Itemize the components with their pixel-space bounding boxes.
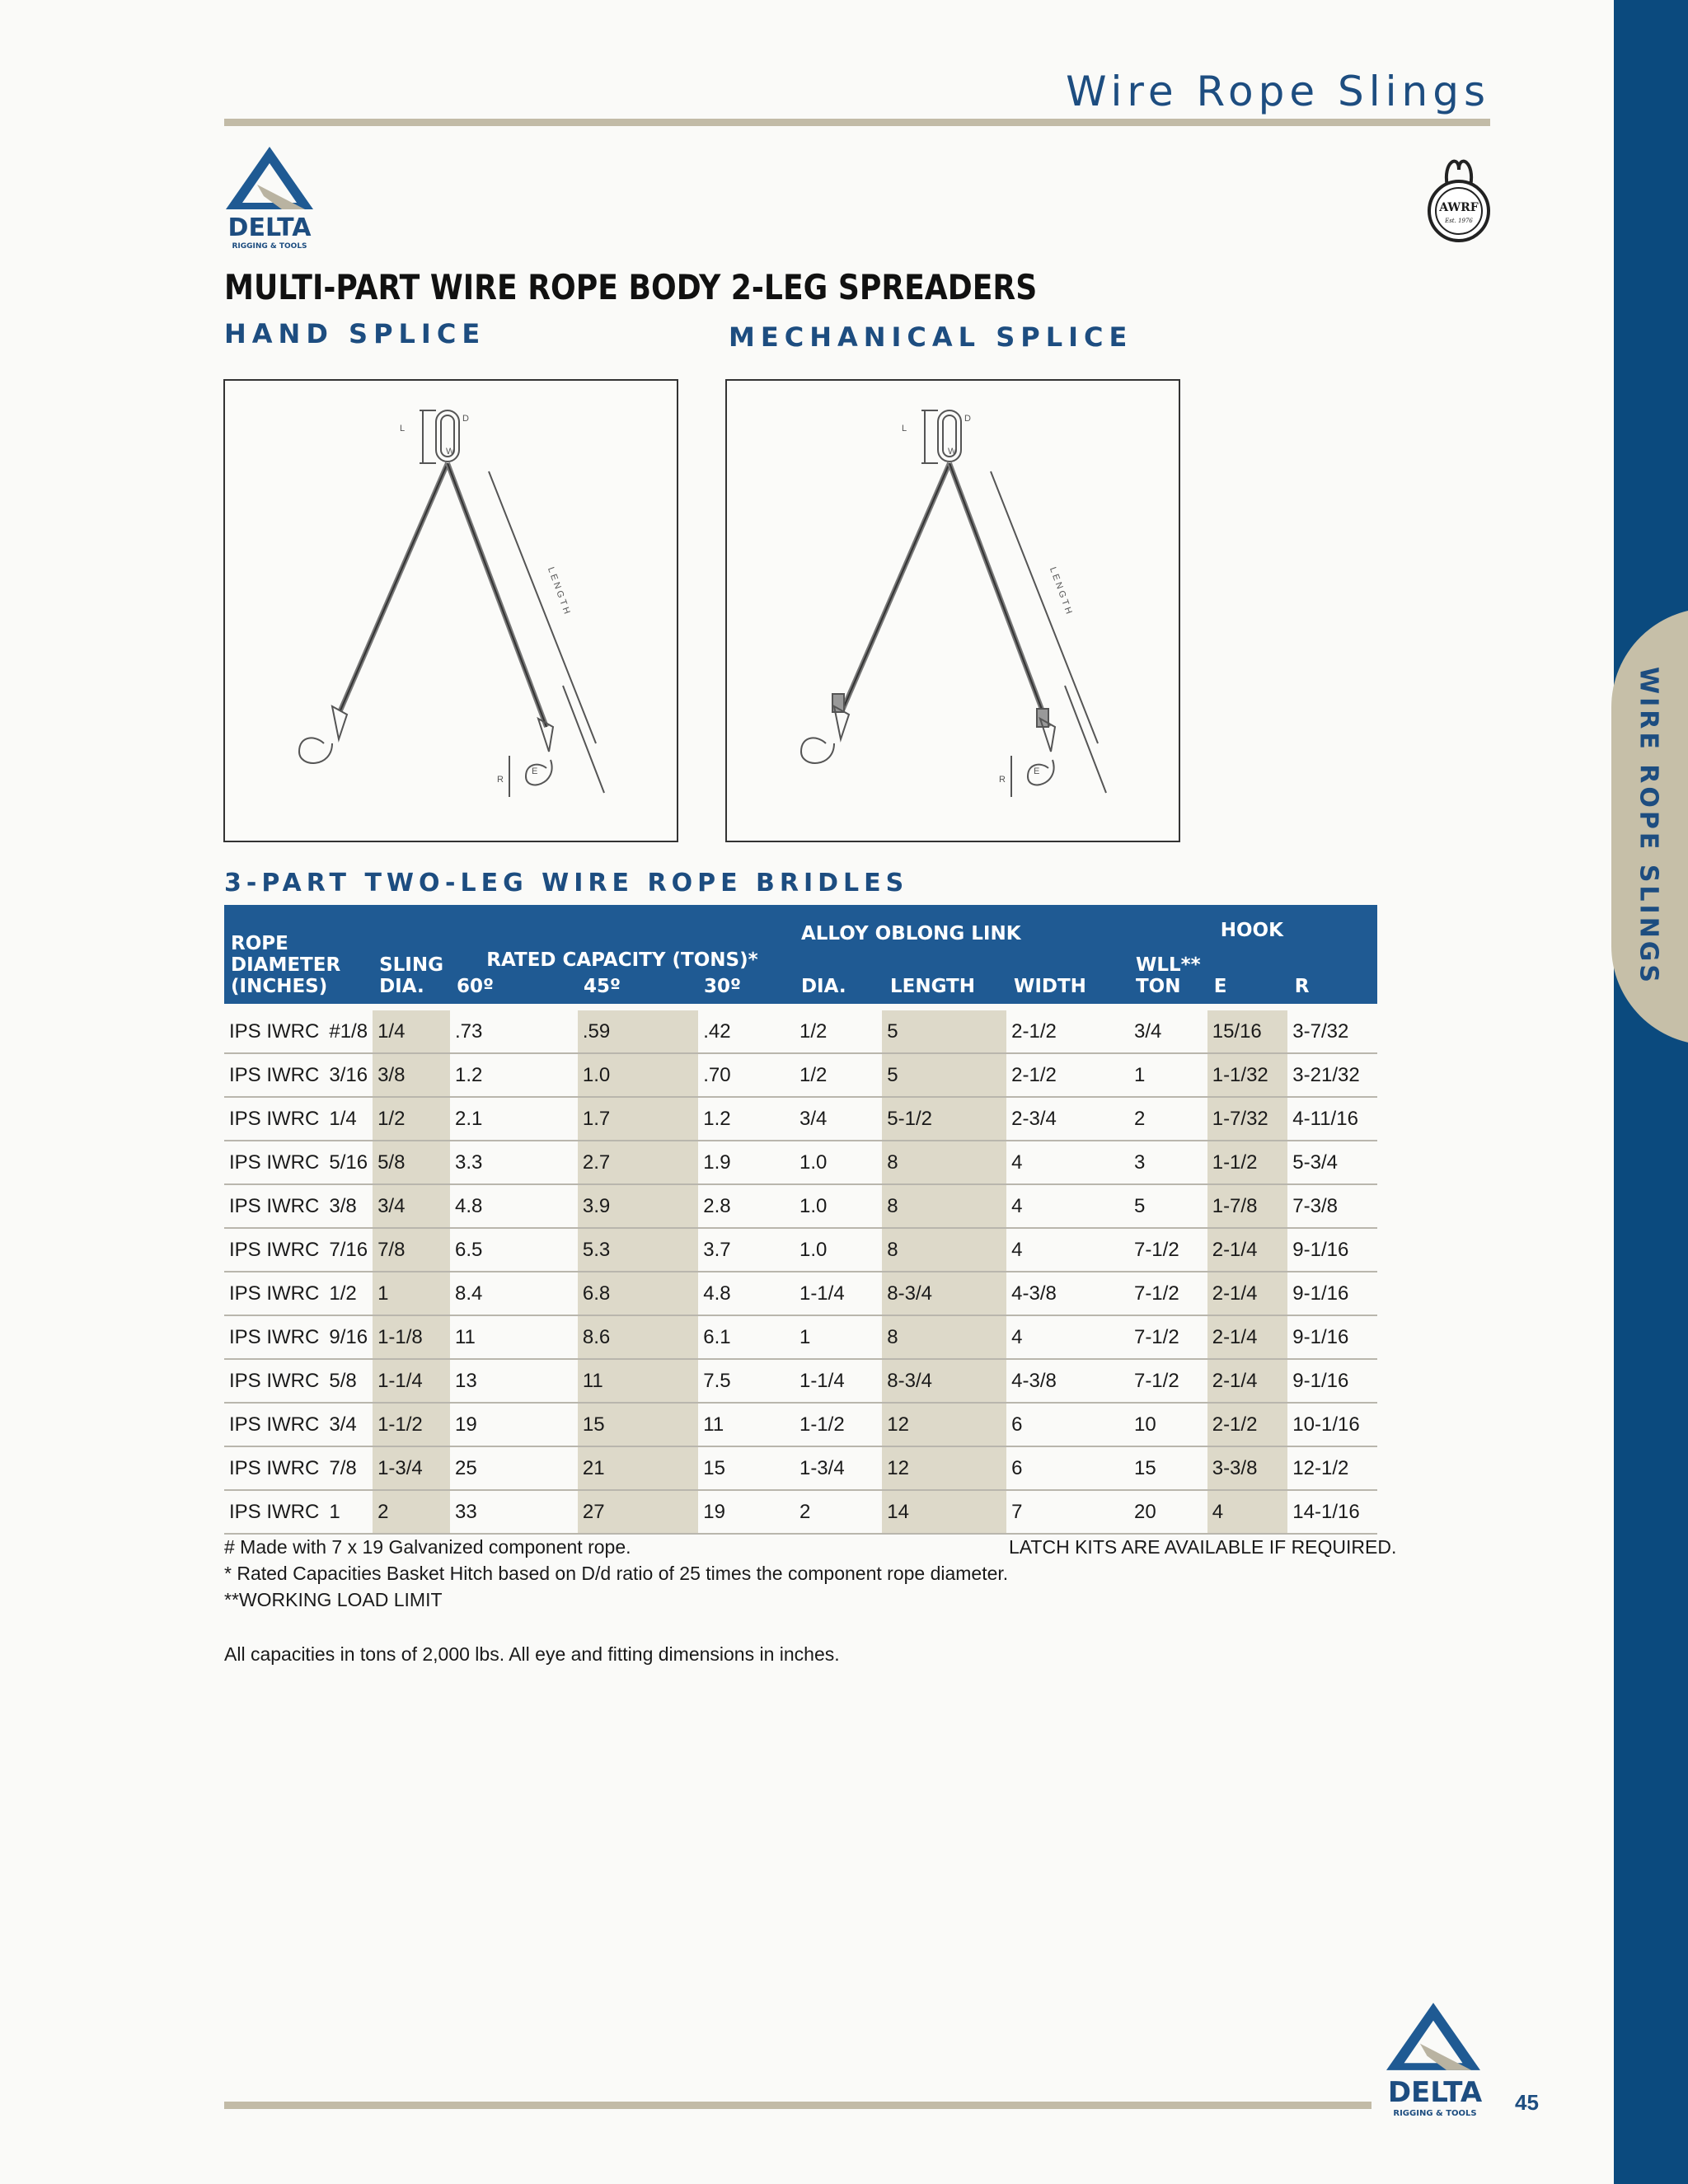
table-cell: 4.8	[450, 1184, 578, 1228]
awrf-est: Est. 1976	[1445, 218, 1473, 224]
table-cell: 1.0	[795, 1228, 882, 1272]
table-cell: 1-1/4	[373, 1359, 450, 1403]
table-row	[224, 1272, 1377, 1315]
footer-rule	[224, 2102, 1372, 2109]
table-cell: 7/8	[324, 1446, 373, 1490]
table-cell: 1	[324, 1490, 373, 1534]
rope-diameter-header	[224, 905, 373, 1004]
table-cell: 5.3	[578, 1228, 698, 1272]
diagram-d-label: D	[964, 414, 971, 424]
table-cell: 8	[882, 1184, 1006, 1228]
table-cell: 9-1/16	[1287, 1359, 1376, 1403]
table-cell: .70	[698, 1053, 795, 1097]
table-cell: 9-1/16	[1287, 1272, 1376, 1315]
table-cell: .73	[450, 1010, 578, 1053]
sling-dia-header	[373, 905, 450, 1004]
table-cell: 1/2	[373, 1097, 450, 1141]
table-cell: IPS IWRC	[224, 1053, 324, 1097]
table-row	[224, 1184, 1377, 1228]
table-cell: 6.5	[450, 1228, 578, 1272]
table-cell: 11	[450, 1315, 578, 1359]
table-cell: 5	[882, 1053, 1006, 1097]
table-cell: 1	[373, 1272, 450, 1315]
table-cell: 7-1/2	[1129, 1315, 1207, 1359]
table-cell: 20	[1129, 1490, 1207, 1534]
table-cell: 3/4	[795, 1097, 882, 1141]
table-cell: 7.5	[698, 1359, 795, 1403]
table-cell: 3-3/8	[1207, 1446, 1288, 1490]
table-cell: 2.8	[698, 1184, 795, 1228]
table-cell: 3/16	[324, 1053, 373, 1097]
table-cell: 2-1/4	[1207, 1272, 1288, 1315]
table-cell: 1-7/32	[1207, 1097, 1288, 1141]
table-cell: 5/16	[324, 1141, 373, 1184]
table-cell: 19	[698, 1490, 795, 1534]
table-cell: IPS IWRC	[224, 1272, 324, 1315]
table-cell: 5-3/4	[1287, 1141, 1376, 1184]
table-cell: 5	[1129, 1184, 1207, 1228]
diagram-e-label: E	[532, 766, 538, 776]
table-row	[224, 1315, 1377, 1359]
table-cell: 4-11/16	[1287, 1097, 1376, 1141]
diagram-length-label: LENGTH	[545, 565, 573, 618]
sidebar-band	[1614, 0, 1688, 2184]
table-cell: 9-1/16	[1287, 1315, 1376, 1359]
delta-logo-top	[224, 145, 323, 252]
table-cell: 1/2	[795, 1053, 882, 1097]
table-cell: 2-1/2	[1207, 1403, 1288, 1446]
table-cell: 2-1/4	[1207, 1359, 1288, 1403]
table-cell: 1.0	[795, 1141, 882, 1184]
link-length-header: LENGTH	[889, 976, 975, 997]
table-row	[224, 1490, 1377, 1534]
table-cell: 2	[1129, 1097, 1207, 1141]
table-cell: 21	[578, 1446, 698, 1490]
table-cell: 5	[882, 1010, 1006, 1053]
table-cell: 1	[795, 1315, 882, 1359]
table-cell: 15	[1129, 1446, 1207, 1490]
table-cell: 27	[578, 1490, 698, 1534]
wll-header-line2: TON	[1135, 976, 1181, 997]
table-cell: 4	[1006, 1184, 1129, 1228]
header-rule	[224, 119, 1490, 126]
table-cell: 2	[373, 1490, 450, 1534]
diagram-r-label: R	[999, 775, 1006, 785]
table-cell: 10-1/16	[1287, 1403, 1376, 1446]
note-rated-capacities: * Rated Capacities Basket Hitch based on D/d ratio of 25 times the component rope diameter.	[224, 1563, 1009, 1584]
table-cell: 11	[698, 1403, 795, 1446]
mechanical-splice-title: MECHANICAL SPLICE	[729, 321, 1133, 353]
table-cell: 5-1/2	[882, 1097, 1006, 1141]
table-cell: 8	[882, 1315, 1006, 1359]
table-cell: 7-1/2	[1129, 1228, 1207, 1272]
hook-r-header: R	[1294, 976, 1310, 997]
table-title: 3-PART TWO-LEG WIRE ROPE BRIDLES	[224, 869, 909, 898]
table-cell: 1.0	[795, 1184, 882, 1228]
table-cell: 8.4	[450, 1272, 578, 1315]
spec-table-body	[224, 1004, 1377, 1534]
table-cell: 4	[1006, 1141, 1129, 1184]
hook-header	[1207, 905, 1377, 1004]
wll-header-line1: WLL**	[1135, 954, 1201, 976]
delta-triangle-icon	[224, 145, 315, 211]
table-cell: 8	[882, 1141, 1006, 1184]
table-cell: 4	[1006, 1228, 1129, 1272]
sling-header-line2: DIA.	[379, 976, 424, 997]
table-cell: 5/8	[373, 1141, 450, 1184]
table-cell: 5/8	[324, 1359, 373, 1403]
page-number: 45	[1515, 2090, 1539, 2115]
table-cell: 19	[450, 1403, 578, 1446]
diagram-r-label: R	[497, 775, 504, 785]
table-cell: 3.3	[450, 1141, 578, 1184]
table-cell: 1.0	[578, 1053, 698, 1097]
table-cell: 2.7	[578, 1141, 698, 1184]
table-cell: IPS IWRC	[224, 1446, 324, 1490]
table-row	[224, 1010, 1377, 1053]
table-row	[224, 1141, 1377, 1184]
diagram-w-label: W	[948, 447, 957, 457]
link-dia-header: DIA.	[800, 976, 846, 997]
rope-header-line3: (INCHES)	[231, 976, 328, 997]
table-cell: 1-7/8	[1207, 1184, 1288, 1228]
table-row	[224, 1446, 1377, 1490]
table-cell: 2-1/4	[1207, 1315, 1288, 1359]
table-cell: 3/8	[373, 1053, 450, 1097]
section-title: MULTI-PART WIRE ROPE BODY 2-LEG SPREADERS	[224, 267, 1038, 307]
table-cell: 1/4	[324, 1097, 373, 1141]
hook-label: HOOK	[1220, 920, 1283, 941]
table-cell: 2	[795, 1490, 882, 1534]
table-cell: 9/16	[324, 1315, 373, 1359]
page-header-title: Wire Rope Slings	[1066, 68, 1490, 115]
hook-e-header: E	[1213, 976, 1227, 997]
delta-logo-footer	[1381, 2001, 1489, 2116]
table-cell: 3-7/32	[1287, 1010, 1376, 1053]
table-cell: 3.9	[578, 1184, 698, 1228]
table-cell: 1-1/4	[795, 1272, 882, 1315]
table-cell: 1.7	[578, 1097, 698, 1141]
table-row	[224, 1403, 1377, 1446]
table-cell: IPS IWRC	[224, 1315, 324, 1359]
table-cell: 13	[450, 1359, 578, 1403]
table-cell: 3/4	[373, 1184, 450, 1228]
awrf-text: AWRF	[1439, 201, 1479, 214]
link-width-header: WIDTH	[1013, 976, 1086, 997]
table-cell: 1-3/4	[795, 1446, 882, 1490]
delta-triangle-icon	[1381, 2001, 1485, 2072]
table-cell: .42	[698, 1010, 795, 1053]
table-cell: 4	[1006, 1315, 1129, 1359]
table-cell: 4-3/8	[1006, 1359, 1129, 1403]
table-cell: 6.1	[698, 1315, 795, 1359]
table-cell: IPS IWRC	[224, 1359, 324, 1403]
angle-45-header: 45º	[583, 976, 621, 997]
sidebar-tab-label-wrap	[1611, 608, 1686, 1045]
rated-capacity-header	[450, 905, 795, 1004]
table-cell: 1-3/4	[373, 1446, 450, 1490]
table-row	[224, 1097, 1377, 1141]
table-cell: 3	[1129, 1141, 1207, 1184]
table-cell: 1-1/2	[373, 1403, 450, 1446]
table-cell: 8.6	[578, 1315, 698, 1359]
table-cell: 33	[450, 1490, 578, 1534]
table-cell: 2-1/4	[1207, 1228, 1288, 1272]
note-latch-kits: LATCH KITS ARE AVAILABLE IF REQUIRED.	[1009, 1536, 1397, 1558]
angle-30-header: 30º	[703, 976, 741, 997]
table-cell: 12	[882, 1446, 1006, 1490]
table-cell: 6	[1006, 1403, 1129, 1446]
table-cell: 7-1/2	[1129, 1272, 1207, 1315]
table-cell: 3/4	[324, 1403, 373, 1446]
table-cell: 2-1/2	[1006, 1010, 1129, 1053]
note-galvanized: # Made with 7 x 19 Galvanized component rope.	[224, 1536, 631, 1558]
diagram-length-label: LENGTH	[1047, 565, 1075, 618]
sidebar-tab-label: WIRE ROPE SLINGS	[1634, 667, 1663, 987]
table-cell: 7-1/2	[1129, 1359, 1207, 1403]
table-row	[224, 1228, 1377, 1272]
table-cell: 1-1/8	[373, 1315, 450, 1359]
table-cell: 2-3/4	[1006, 1097, 1129, 1141]
table-cell: IPS IWRC	[224, 1403, 324, 1446]
table-cell: 4	[1207, 1490, 1288, 1534]
mechanical-splice-diagram	[725, 379, 1180, 842]
table-cell: 12-1/2	[1287, 1446, 1376, 1490]
wll-ton-header	[1129, 905, 1207, 1004]
table-cell: 3.7	[698, 1228, 795, 1272]
logo-tagline: RIGGING & TOOLS	[232, 242, 307, 251]
table-cell: 15	[578, 1403, 698, 1446]
diagram-e-label: E	[1034, 766, 1040, 776]
rated-capacity-label: RATED CAPACITY (TONS)*	[486, 949, 758, 971]
table-cell: 4-3/8	[1006, 1272, 1129, 1315]
sling-header-line1: SLING	[379, 954, 443, 976]
table-cell: IPS IWRC	[224, 1184, 324, 1228]
hand-splice-diagram	[223, 379, 678, 842]
table-cell: 4.8	[698, 1272, 795, 1315]
table-cell: 15	[698, 1446, 795, 1490]
bridle-spec-table	[224, 905, 1377, 1535]
table-cell: 1.2	[450, 1053, 578, 1097]
table-cell: 8-3/4	[882, 1272, 1006, 1315]
rope-header-line2: DIAMETER	[231, 954, 341, 976]
table-cell: 7/16	[324, 1228, 373, 1272]
table-cell: 1/2	[795, 1010, 882, 1053]
diagram-l-label: L	[400, 424, 406, 434]
table-cell: IPS IWRC	[224, 1141, 324, 1184]
table-cell: 1-1/2	[1207, 1141, 1288, 1184]
logo-tagline: RIGGING & TOOLS	[1393, 2109, 1477, 2118]
table-cell: 25	[450, 1446, 578, 1490]
table-cell: #1/8	[324, 1010, 373, 1053]
table-row	[224, 1053, 1377, 1097]
table-cell: IPS IWRC	[224, 1228, 324, 1272]
table-cell: 2-1/2	[1006, 1053, 1129, 1097]
table-cell: 1/4	[373, 1010, 450, 1053]
table-cell: 8	[882, 1228, 1006, 1272]
rope-header-line1: ROPE	[231, 933, 288, 954]
angle-60-header: 60º	[456, 976, 494, 997]
note-working-load-limit: **WORKING LOAD LIMIT	[224, 1589, 443, 1610]
diagram-w-label: W	[446, 447, 455, 457]
table-cell: IPS IWRC	[224, 1097, 324, 1141]
table-cell: 9-1/16	[1287, 1228, 1376, 1272]
table-cell: 11	[578, 1359, 698, 1403]
table-cell: .59	[578, 1010, 698, 1053]
table-cell: 15/16	[1207, 1010, 1288, 1053]
table-cell: 1-1/32	[1207, 1053, 1288, 1097]
table-row	[224, 1359, 1377, 1403]
diagram-l-label: L	[902, 424, 907, 434]
table-cell: 6.8	[578, 1272, 698, 1315]
table-cell: 6	[1006, 1446, 1129, 1490]
hand-splice-title: HAND SPLICE	[224, 318, 486, 349]
table-cell: 1.9	[698, 1141, 795, 1184]
logo-brand: DELTA	[227, 213, 312, 242]
table-cell: 1.2	[698, 1097, 795, 1141]
alloy-oblong-link-header	[795, 905, 1129, 1004]
awrf-badge	[1424, 153, 1493, 246]
table-cell: 3-21/32	[1287, 1053, 1376, 1097]
table-cell: 14-1/16	[1287, 1490, 1376, 1534]
table-cell: 2.1	[450, 1097, 578, 1141]
table-cell: 1	[1129, 1053, 1207, 1097]
table-cell: IPS IWRC	[224, 1490, 324, 1534]
sling-badge-icon	[1424, 153, 1493, 246]
table-cell: 3/4	[1129, 1010, 1207, 1053]
table-cell: 8-3/4	[882, 1359, 1006, 1403]
table-cell: 1/2	[324, 1272, 373, 1315]
diagram-d-label: D	[462, 414, 469, 424]
table-cell: 14	[882, 1490, 1006, 1534]
table-cell: 1-1/2	[795, 1403, 882, 1446]
table-cell: 1-1/4	[795, 1359, 882, 1403]
table-cell: 7/8	[373, 1228, 450, 1272]
table-cell: 7	[1006, 1490, 1129, 1534]
note-capacities-units: All capacities in tons of 2,000 lbs. All eye and fitting dimensions in inches.	[224, 1643, 840, 1665]
logo-brand: DELTA	[1387, 2076, 1483, 2109]
alloy-oblong-link-label: ALLOY OBLONG LINK	[800, 923, 1021, 944]
table-cell: 7-3/8	[1287, 1184, 1376, 1228]
table-cell: 10	[1129, 1403, 1207, 1446]
table-cell: 3/8	[324, 1184, 373, 1228]
table-cell: IPS IWRC	[224, 1010, 324, 1053]
table-cell: 12	[882, 1403, 1006, 1446]
